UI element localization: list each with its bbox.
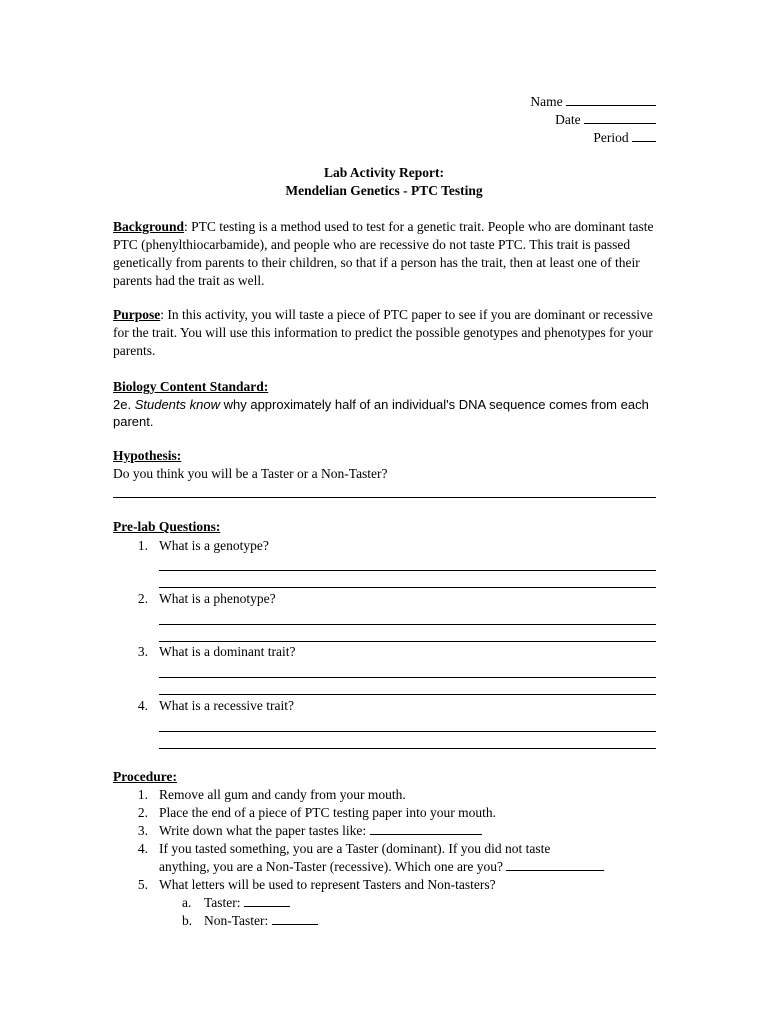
- prelab-question-2: What is a phenotype?: [159, 591, 276, 606]
- purpose-section: Purpose: In this activity, you will taste a piece of PTC paper to see if you are dominant or recessive for the trait. You will use this information to predict the possible genotypes and phenotypes for your parents.: [113, 307, 653, 358]
- hypothesis-question: Do you think you will be a Taster or a Non-Taster?: [113, 466, 388, 481]
- procedure-step-5: What letters will be used to represent Tasters and Non-tasters?: [159, 877, 496, 892]
- procedure-heading: Procedure:: [113, 769, 177, 784]
- background-section: Background: PTC testing is a method used to test for a genetic trait. People who are dominant taste PTC (phenylthiocarbamide), and people who are recessive do not taste PTC. This trait is passed genetically from parents to their children, so that if a person has the trait, then at least one of their parents had the trait as well.: [113, 219, 654, 288]
- prelab-answer-line: [159, 587, 656, 588]
- standard-section: [113, 378, 658, 430]
- prelab-num-3: 3.: [137, 644, 148, 659]
- hypothesis-section: [113, 447, 658, 483]
- standard-heading: Biology Content Standard:: [113, 379, 269, 394]
- prelab-question-1: What is a genotype?: [159, 538, 269, 553]
- standard-prefix: 2e.: [113, 397, 132, 412]
- report-subtitle: Mendelian Genetics - PTC Testing: [285, 183, 483, 198]
- name-blank: [566, 93, 656, 106]
- hypothesis-heading: Hypothesis:: [113, 448, 182, 463]
- hypothesis-answer-line: [113, 497, 656, 498]
- sub-letter-b: b.: [182, 913, 193, 928]
- period-label: Period: [593, 130, 629, 145]
- procedure-num-5: 5.: [137, 877, 148, 892]
- taster-answer-blank: [506, 858, 604, 871]
- taster-letter-blank: [244, 894, 290, 907]
- prelab-heading: Pre-lab Questions:: [113, 519, 221, 534]
- date-blank: [584, 111, 656, 124]
- non-taster-letter-blank: [272, 912, 318, 925]
- purpose-text: In this activity, you will taste a piece of PTC paper to see if you are dominant or recessive for the trait. You will use this information to predict the possible genotypes and phenotypes for your parents.: [113, 307, 653, 358]
- prelab-answer-line: [159, 748, 656, 749]
- date-label: Date: [555, 112, 581, 127]
- purpose-heading: Purpose: [113, 307, 161, 322]
- background-heading: Background: [113, 219, 185, 234]
- standard-italic: Students know: [134, 397, 220, 412]
- prelab-answer-line: [159, 731, 656, 732]
- taste-answer-blank: [370, 822, 482, 835]
- prelab-num-1: 1.: [137, 538, 148, 553]
- report-title: Lab Activity Report:: [324, 165, 444, 180]
- prelab-answer-line: [159, 570, 656, 571]
- procedure-num-4: 4.: [137, 841, 148, 856]
- procedure-num-1: 1.: [137, 787, 148, 802]
- name-field: [530, 93, 656, 111]
- prelab-question-4: What is a recessive trait?: [159, 698, 294, 713]
- prelab-answer-line: [159, 641, 656, 642]
- period-blank: [632, 129, 656, 142]
- period-field: [593, 129, 656, 147]
- procedure-step-4: If you tasted something, you are a Taster (dominant). If you did not taste anything, you are a Non-Taster (recessive). Which one are you?: [159, 840, 659, 876]
- taster-letter-field: Taster:: [204, 894, 290, 912]
- sub-letter-a: a.: [182, 895, 192, 910]
- prelab-num-4: 4.: [137, 698, 148, 713]
- procedure-step-2: Place the end of a piece of PTC testing paper into your mouth.: [159, 805, 497, 820]
- procedure-num-2: 2.: [137, 805, 148, 820]
- procedure-step-3: Write down what the paper tastes like:: [159, 822, 659, 840]
- prelab-num-2: 2.: [137, 591, 148, 606]
- procedure-step-1: Remove all gum and candy from your mouth.: [159, 787, 406, 802]
- standard-text: why approximately half of an individual's DNA sequence comes from each parent.: [113, 397, 649, 429]
- prelab-question-3: What is a dominant trait?: [159, 644, 296, 659]
- prelab-answer-line: [159, 624, 656, 625]
- prelab-answer-line: [159, 677, 656, 678]
- non-taster-letter-field: Non-Taster:: [204, 912, 318, 930]
- background-text: PTC testing is a method used to test for a genetic trait. People who are dominant taste PTC (phenylthiocarbamide), and people who are recessive do not taste PTC. This trait is passed genetically from parents to their children, so that if a person has the trait, then at least one of their parents had the trait as well.: [113, 219, 654, 288]
- standard-text-block: [113, 396, 653, 430]
- prelab-answer-line: [159, 694, 656, 695]
- name-label: Name: [530, 94, 563, 109]
- procedure-num-3: 3.: [137, 823, 148, 838]
- date-field: [555, 111, 656, 129]
